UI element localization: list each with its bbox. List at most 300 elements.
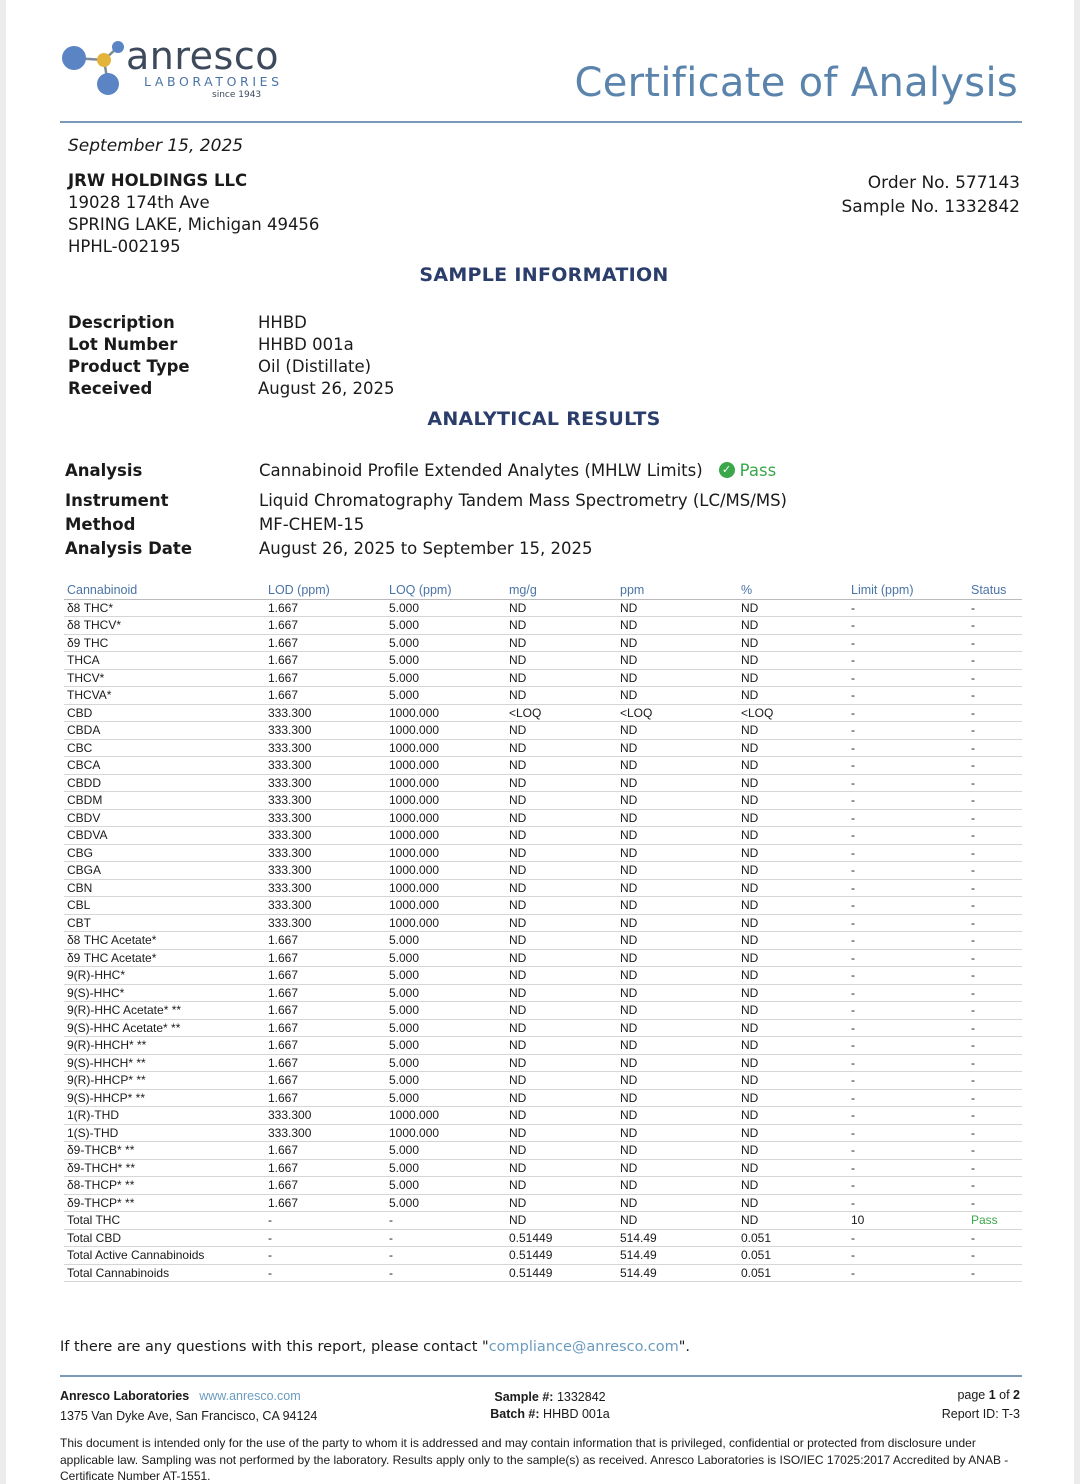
table-row [64, 1002, 1022, 1020]
cell-lod: 333.300 [265, 704, 386, 722]
cell-percent: ND [738, 844, 848, 862]
cell-percent: ND [738, 1054, 848, 1072]
cell-limit: - [848, 1124, 968, 1142]
cell-lod: 1.667 [265, 1002, 386, 1020]
analysis-detail-label: Analysis Date [65, 538, 193, 558]
cell-ppm: ND [617, 967, 738, 985]
cell-loq: 5.000 [386, 1019, 506, 1037]
cell-loq: 5.000 [386, 1159, 506, 1177]
analysis-detail-label: Method [65, 514, 136, 534]
sample-info-label: Description [68, 313, 175, 332]
table-row [64, 1037, 1022, 1055]
cell-cannabinoid: Total CBD [64, 1229, 265, 1247]
cell-status: - [968, 809, 1022, 827]
cell-limit: - [848, 739, 968, 757]
table-row [64, 1177, 1022, 1195]
cell-status: - [968, 739, 1022, 757]
cell-ppm: ND [617, 652, 738, 670]
page-current: 1 [988, 1388, 996, 1402]
cell-ppm: ND [617, 809, 738, 827]
table-row [64, 1247, 1022, 1265]
cell-percent: 0.051 [738, 1247, 848, 1265]
table-row [64, 879, 1022, 897]
analysis-label: Analysis [65, 460, 143, 480]
cell-loq: 1000.000 [386, 827, 506, 845]
cell-loq: 1000.000 [386, 1107, 506, 1125]
cell-cannabinoid: δ9 THC [64, 634, 265, 652]
table-row [64, 949, 1022, 967]
cell-lod: 333.300 [265, 1124, 386, 1142]
cell-mg-g: ND [506, 669, 617, 687]
cell-lod: 1.667 [265, 634, 386, 652]
cell-cannabinoid: THCVA* [64, 687, 265, 705]
cell-status: - [968, 792, 1022, 810]
cell-ppm: ND [617, 599, 738, 617]
sample-info-row [68, 312, 394, 334]
cell-limit: - [848, 1054, 968, 1072]
cell-ppm: 514.49 [617, 1247, 738, 1265]
table-body [64, 599, 1022, 1282]
cell-cannabinoid: CBDVA [64, 827, 265, 845]
sample-info-value: HHBD [258, 313, 307, 332]
cell-cannabinoid: δ8 THC* [64, 599, 265, 617]
cell-limit: - [848, 704, 968, 722]
cell-loq: 5.000 [386, 652, 506, 670]
cell-status: - [968, 1124, 1022, 1142]
cell-loq: 1000.000 [386, 809, 506, 827]
table-row [64, 704, 1022, 722]
cell-percent: ND [738, 897, 848, 915]
cell-percent: 0.051 [738, 1229, 848, 1247]
cell-lod: 1.667 [265, 932, 386, 950]
sample-info-value: Oil (Distillate) [258, 357, 372, 376]
cell-cannabinoid: Total THC [64, 1212, 265, 1230]
cell-lod: 1.667 [265, 949, 386, 967]
cell-ppm: ND [617, 617, 738, 635]
table-row [64, 1107, 1022, 1125]
cell-limit: - [848, 844, 968, 862]
table-row [64, 827, 1022, 845]
cell-loq: 5.000 [386, 634, 506, 652]
cell-cannabinoid: CBDV [64, 809, 265, 827]
cell-cannabinoid: CBDM [64, 792, 265, 810]
cell-mg-g: ND [506, 1089, 617, 1107]
table-row [64, 599, 1022, 617]
column-header-percent: % [738, 582, 848, 599]
order-block [842, 171, 1020, 219]
cell-percent: ND [738, 792, 848, 810]
cell-status: - [968, 862, 1022, 880]
cell-percent: ND [738, 1212, 848, 1230]
analytical-results-heading: ANALYTICAL RESULTS [427, 408, 661, 430]
cell-mg-g: ND [506, 774, 617, 792]
cell-loq: 1000.000 [386, 844, 506, 862]
cell-status: - [968, 757, 1022, 775]
cell-status: - [968, 984, 1022, 1002]
cell-loq: 1000.000 [386, 774, 506, 792]
cell-status: - [968, 1142, 1022, 1160]
cell-limit: - [848, 722, 968, 740]
cell-limit: - [848, 862, 968, 880]
table-row [64, 1089, 1022, 1107]
footer-sample-info [0, 1389, 1080, 1423]
cell-mg-g: <LOQ [506, 704, 617, 722]
cell-status: - [968, 1194, 1022, 1212]
column-header-status: Status [968, 582, 1022, 599]
cell-lod: 333.300 [265, 914, 386, 932]
cell-loq: 5.000 [386, 687, 506, 705]
cell-ppm: ND [617, 879, 738, 897]
cell-ppm: ND [617, 1107, 738, 1125]
cell-loq: 1000.000 [386, 862, 506, 880]
cell-cannabinoid: CBDD [64, 774, 265, 792]
analysis-detail-value: MF-CHEM-15 [259, 514, 365, 534]
sample-info-row [68, 378, 394, 400]
cell-limit: - [848, 897, 968, 915]
cell-limit: - [848, 879, 968, 897]
cell-limit: - [848, 687, 968, 705]
cell-cannabinoid: 9(R)-HHC Acetate* ** [64, 1002, 265, 1020]
cell-lod: 1.667 [265, 1159, 386, 1177]
cell-mg-g: ND [506, 1194, 617, 1212]
cell-limit: - [848, 652, 968, 670]
cell-lod: 1.667 [265, 1177, 386, 1195]
cell-loq: 5.000 [386, 669, 506, 687]
cell-status: - [968, 1037, 1022, 1055]
cannabinoid-results-table [64, 582, 1022, 1282]
cell-loq: 5.000 [386, 949, 506, 967]
table-row [64, 739, 1022, 757]
table-row [64, 792, 1022, 810]
cell-ppm: ND [617, 774, 738, 792]
analysis-detail-value: Liquid Chromatography Tandem Mass Spectrometry (LC/MS/MS) [259, 490, 787, 510]
column-header-limit: Limit (ppm) [848, 582, 968, 599]
cell-mg-g: ND [506, 757, 617, 775]
cell-cannabinoid: δ8 THC Acetate* [64, 932, 265, 950]
contact-email-link[interactable]: compliance@anresco.com [488, 1339, 679, 1355]
contact-line [60, 1339, 690, 1355]
cell-limit: - [848, 634, 968, 652]
cell-percent: ND [738, 652, 848, 670]
cell-ppm: ND [617, 757, 738, 775]
cell-lod: 333.300 [265, 844, 386, 862]
cell-cannabinoid: 9(S)-HHC* [64, 984, 265, 1002]
table-row [64, 984, 1022, 1002]
sample-info-label: Received [68, 379, 153, 398]
cell-limit: - [848, 1142, 968, 1160]
table-row [64, 1194, 1022, 1212]
cell-percent: ND [738, 687, 848, 705]
cell-limit: - [848, 774, 968, 792]
cell-mg-g: ND [506, 967, 617, 985]
cell-percent: ND [738, 809, 848, 827]
analysis-detail-label: Instrument [65, 490, 169, 510]
cell-status: - [968, 967, 1022, 985]
cell-mg-g: ND [506, 1107, 617, 1125]
cell-loq: 1000.000 [386, 739, 506, 757]
table-row [64, 967, 1022, 985]
cell-loq: - [386, 1229, 506, 1247]
table-row [64, 844, 1022, 862]
cell-lod: 333.300 [265, 792, 386, 810]
cell-limit: - [848, 1019, 968, 1037]
sample-info-value: HHBD 001a [258, 335, 354, 354]
cell-loq: 5.000 [386, 1072, 506, 1090]
table-row [64, 862, 1022, 880]
cell-limit: - [848, 792, 968, 810]
cell-ppm: ND [617, 844, 738, 862]
cell-lod: 333.300 [265, 1107, 386, 1125]
cell-loq: 1000.000 [386, 792, 506, 810]
client-city: SPRING LAKE, Michigan 49456 [68, 215, 320, 234]
cell-percent: ND [738, 1194, 848, 1212]
cell-lod: 1.667 [265, 1072, 386, 1090]
cell-loq: - [386, 1212, 506, 1230]
cell-mg-g: ND [506, 652, 617, 670]
cell-mg-g: ND [506, 914, 617, 932]
cell-limit: - [848, 617, 968, 635]
cell-limit: - [848, 1194, 968, 1212]
column-header-loq: LOQ (ppm) [386, 582, 506, 599]
cell-lod: 333.300 [265, 879, 386, 897]
analysis-details [65, 458, 787, 560]
cell-percent: ND [738, 669, 848, 687]
cell-limit: - [848, 1107, 968, 1125]
cell-limit: - [848, 1264, 968, 1282]
page-indicator [942, 1386, 1020, 1405]
logo-subtitle: LABORATORIES [144, 74, 283, 89]
table-row [64, 1054, 1022, 1072]
cell-status: - [968, 1072, 1022, 1090]
cell-percent: ND [738, 879, 848, 897]
footer-divider [60, 1375, 1022, 1377]
cell-mg-g: 0.51449 [506, 1264, 617, 1282]
sample-information-list [68, 312, 394, 400]
cell-cannabinoid: δ9-THCP* ** [64, 1194, 265, 1212]
cell-mg-g: ND [506, 862, 617, 880]
cell-mg-g: ND [506, 984, 617, 1002]
table-row [64, 634, 1022, 652]
cell-loq: 5.000 [386, 1194, 506, 1212]
cell-loq: 1000.000 [386, 879, 506, 897]
cell-cannabinoid: 9(S)-HHC Acetate* ** [64, 1019, 265, 1037]
cell-percent: ND [738, 599, 848, 617]
cell-loq: - [386, 1247, 506, 1265]
cell-status: - [968, 897, 1022, 915]
cell-loq: 5.000 [386, 932, 506, 950]
cell-mg-g: ND [506, 722, 617, 740]
cell-limit: - [848, 1159, 968, 1177]
cell-limit: - [848, 1089, 968, 1107]
table-row [64, 1124, 1022, 1142]
cell-limit: - [848, 967, 968, 985]
table-row [64, 932, 1022, 950]
cell-percent: ND [738, 862, 848, 880]
cell-loq: 5.000 [386, 1054, 506, 1072]
cell-percent: ND [738, 634, 848, 652]
cell-lod: 1.667 [265, 1019, 386, 1037]
cell-loq: 5.000 [386, 599, 506, 617]
cell-loq: 5.000 [386, 984, 506, 1002]
cell-percent: ND [738, 1177, 848, 1195]
cell-cannabinoid: 9(S)-HHCH* ** [64, 1054, 265, 1072]
cell-ppm: ND [617, 949, 738, 967]
cell-mg-g: ND [506, 617, 617, 635]
cell-percent: ND [738, 914, 848, 932]
footer-sample-label: Sample #: [494, 1390, 554, 1404]
cell-ppm: ND [617, 1124, 738, 1142]
cell-mg-g: ND [506, 1124, 617, 1142]
cell-mg-g: 0.51449 [506, 1247, 617, 1265]
footer-batch-label: Batch #: [490, 1407, 540, 1421]
table-row [64, 687, 1022, 705]
column-header-mg-g: mg/g [506, 582, 617, 599]
cell-lod: - [265, 1212, 386, 1230]
cell-ppm: 514.49 [617, 1229, 738, 1247]
page-edge-right [1074, 0, 1080, 1484]
cell-limit: - [848, 932, 968, 950]
cell-ppm: ND [617, 984, 738, 1002]
report-date: September 15, 2025 [68, 136, 244, 156]
cell-cannabinoid: CBC [64, 739, 265, 757]
cell-loq: 5.000 [386, 967, 506, 985]
page-prefix: page [957, 1388, 989, 1402]
table-row [64, 669, 1022, 687]
cell-ppm: ND [617, 827, 738, 845]
cell-ppm: ND [617, 897, 738, 915]
footer-website-link[interactable]: www.anresco.com [199, 1389, 301, 1403]
cell-mg-g: ND [506, 599, 617, 617]
logo-since: since 1943 [212, 90, 262, 100]
cell-cannabinoid: δ8 THCV* [64, 617, 265, 635]
table-row [64, 1072, 1022, 1090]
cell-ppm: ND [617, 1072, 738, 1090]
cell-percent: ND [738, 1019, 848, 1037]
cell-lod: 1.667 [265, 1037, 386, 1055]
cell-mg-g: ND [506, 687, 617, 705]
cell-mg-g: ND [506, 949, 617, 967]
analysis-detail-row [65, 488, 787, 512]
cell-cannabinoid: δ9 THC Acetate* [64, 949, 265, 967]
cell-percent: ND [738, 1159, 848, 1177]
page-edge-left [0, 0, 6, 1484]
cell-limit: - [848, 1072, 968, 1090]
cell-status: - [968, 1229, 1022, 1247]
client-address-block [68, 170, 319, 258]
table-row [64, 914, 1022, 932]
cell-percent: ND [738, 827, 848, 845]
footer-lab-name: Anresco Laboratories [60, 1389, 190, 1403]
cell-ppm: ND [617, 1037, 738, 1055]
cell-status: - [968, 1247, 1022, 1265]
cell-lod: 1.667 [265, 652, 386, 670]
cell-mg-g: ND [506, 1002, 617, 1020]
table-row [64, 1142, 1022, 1160]
cell-status: - [968, 1159, 1022, 1177]
cell-ppm: ND [617, 1054, 738, 1072]
client-license: HPHL-002195 [68, 237, 181, 256]
cell-lod: 333.300 [265, 809, 386, 827]
cell-mg-g: ND [506, 932, 617, 950]
cell-cannabinoid: 9(R)-HHCP* ** [64, 1072, 265, 1090]
cell-status: - [968, 1089, 1022, 1107]
molecule-logo-icon [60, 38, 132, 100]
cell-limit: - [848, 949, 968, 967]
cell-lod: 1.667 [265, 1194, 386, 1212]
cell-cannabinoid: CBG [64, 844, 265, 862]
analysis-status-text: Pass [739, 460, 777, 480]
cell-cannabinoid: THCA [64, 652, 265, 670]
cell-status: - [968, 1107, 1022, 1125]
cell-status: - [968, 722, 1022, 740]
cell-lod: 333.300 [265, 739, 386, 757]
footer-address: 1375 Van Dyke Ave, San Francisco, CA 94124 [60, 1409, 318, 1423]
cell-loq: 1000.000 [386, 757, 506, 775]
cell-percent: ND [738, 967, 848, 985]
client-name: JRW HOLDINGS LLC [68, 171, 248, 190]
cell-lod: 1.667 [265, 984, 386, 1002]
cell-cannabinoid: 9(R)-HHC* [64, 967, 265, 985]
cell-lod: - [265, 1247, 386, 1265]
column-header-ppm: ppm [617, 582, 738, 599]
cell-cannabinoid: CBGA [64, 862, 265, 880]
table-row [64, 774, 1022, 792]
cell-cannabinoid: CBN [64, 879, 265, 897]
table-row [64, 652, 1022, 670]
sample-info-value: August 26, 2025 [258, 379, 395, 398]
client-street: 19028 174th Ave [68, 193, 210, 212]
cell-percent: ND [738, 739, 848, 757]
footer-batch-value: HHBD 001a [543, 1407, 610, 1421]
table-row [64, 757, 1022, 775]
cell-lod: - [265, 1264, 386, 1282]
cell-percent: ND [738, 1072, 848, 1090]
cell-ppm: ND [617, 1089, 738, 1107]
cell-cannabinoid: CBT [64, 914, 265, 932]
cell-ppm: 514.49 [617, 1264, 738, 1282]
cell-lod: 1.667 [265, 1089, 386, 1107]
column-header-cannabinoid: Cannabinoid [64, 582, 265, 599]
cell-limit: - [848, 1002, 968, 1020]
cell-status: - [968, 949, 1022, 967]
cell-status: - [968, 844, 1022, 862]
cell-loq: 1000.000 [386, 704, 506, 722]
sample-info-row [68, 334, 394, 356]
cell-mg-g: ND [506, 739, 617, 757]
cell-lod: 333.300 [265, 827, 386, 845]
cell-ppm: ND [617, 1159, 738, 1177]
header-divider [60, 121, 1022, 123]
cell-percent: ND [738, 722, 848, 740]
cell-cannabinoid: Total Cannabinoids [64, 1264, 265, 1282]
cell-loq: 5.000 [386, 617, 506, 635]
cell-mg-g: ND [506, 634, 617, 652]
cell-mg-g: ND [506, 897, 617, 915]
cell-mg-g: ND [506, 1142, 617, 1160]
cell-loq: 5.000 [386, 1142, 506, 1160]
cell-percent: ND [738, 1142, 848, 1160]
cell-ppm: ND [617, 1019, 738, 1037]
document-title: Certificate of Analysis [574, 60, 1018, 106]
cell-percent: ND [738, 757, 848, 775]
cell-mg-g: ND [506, 1212, 617, 1230]
cell-percent: ND [738, 774, 848, 792]
sample-number: Sample No. 1332842 [841, 197, 1020, 217]
cell-limit: - [848, 599, 968, 617]
cell-status: - [968, 932, 1022, 950]
cell-ppm: ND [617, 914, 738, 932]
cell-status: Pass [968, 1212, 1022, 1230]
